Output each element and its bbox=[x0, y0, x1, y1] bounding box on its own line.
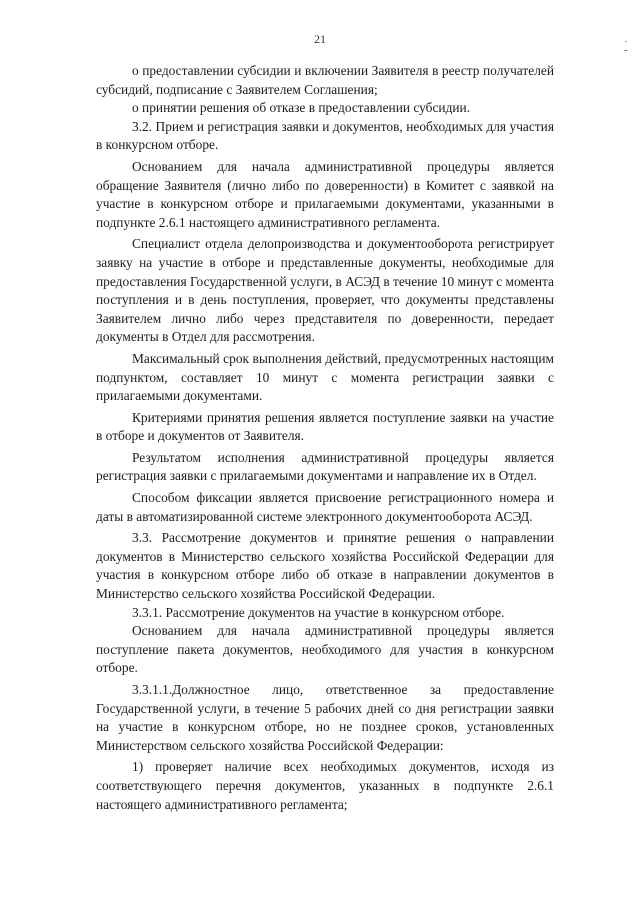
paragraph-procedure-result: Результатом исполнения административной процедуры является регистрация заявки с прилагаемыми документами и направление их в Отдел. bbox=[96, 449, 554, 484]
list-item-1-check-documents: 1) проверяет наличие всех необходимых документов, исходя из соответствующего перечня документов, указанных в подпункте 2.6.1 настоящего административного регламента; bbox=[96, 759, 554, 812]
section-3-3-1-1-paragraph: 3.3.1.1.Должностное лицо, ответственное за предоставление Государственной услуги, в течение 5 рабочих дней со дня регистрации заявки на участие в конкурсном отборе, но не позднее сроков, установленных Министерством сельского хозяйства Российской Федерации: bbox=[96, 682, 554, 753]
paragraph-specialist-registers: Специалист отдела делопроизводства и документооборота регистрирует заявку на участие в отборе и представленные документы, необходимые для предоставления Государственной услуги, в АСЭД в течение 10 минут с момента поступления и в день поступления, проверяет, что документы представлены Заявителем лично либо через представителя по доверенности, передает документы в Отдел для рассмотрения. bbox=[96, 236, 554, 345]
paragraph-fixation-method: Способом фиксации является присвоение регистрационного номера и даты в автоматизированной системе электронного документооборота АСЭД. bbox=[96, 490, 554, 524]
page-number: 21 bbox=[314, 32, 326, 46]
paragraph-max-duration: Максимальный срок выполнения действий, предусмотренных настоящим подпунктом, составляет 10 минут с момента регистрации заявки с прилагаемыми документами. bbox=[96, 350, 554, 404]
paragraph-decision-criteria: Критериями принятия решения является поступление заявки на участие в отборе и документов от Заявителя. bbox=[96, 409, 554, 444]
paragraph-subsidy-decision: о предоставлении субсидии и включении Заявителя в реестр получателей субсидий, подписание с Заявителем Соглашения; bbox=[96, 63, 554, 97]
section-3-3-1-heading: 3.3.1. Рассмотрение документов на участие в конкурсном отборе. bbox=[132, 604, 505, 620]
section-3-3-heading: 3.3. Рассмотрение документов и принятие решения о направлении документов в Министерство сельского хозяйства Российской Федерации для участия в конкурсном отборе либо об отказе в направлении документов в Министерство сельского хозяйства Российской Федерации. bbox=[96, 530, 554, 602]
paragraph-refusal-decision: о принятии решения об отказе в предоставлении субсидии. bbox=[132, 100, 471, 116]
document-body bbox=[96, 62, 554, 814]
paragraph-package-basis: Основанием для начала административной процедуры является поступление пакета документов, необходимого для участия в конкурсном отборе. bbox=[96, 623, 554, 676]
section-3-2-heading: 3.2. Прием и регистрация заявки и документов, необходимых для участия в конкурсном отборе. bbox=[96, 118, 554, 153]
paragraph-procedure-basis: Основанием для начала административной процедуры является обращение Заявителя (лично либо по доверенности) в Комитет с заявкой на участие в конкурсном отборе и прилагаемыми документами, указанными в подпункте 2.6.1 настоящего административного регламента. bbox=[96, 158, 554, 230]
margin-mark: · - bbox=[624, 36, 628, 56]
